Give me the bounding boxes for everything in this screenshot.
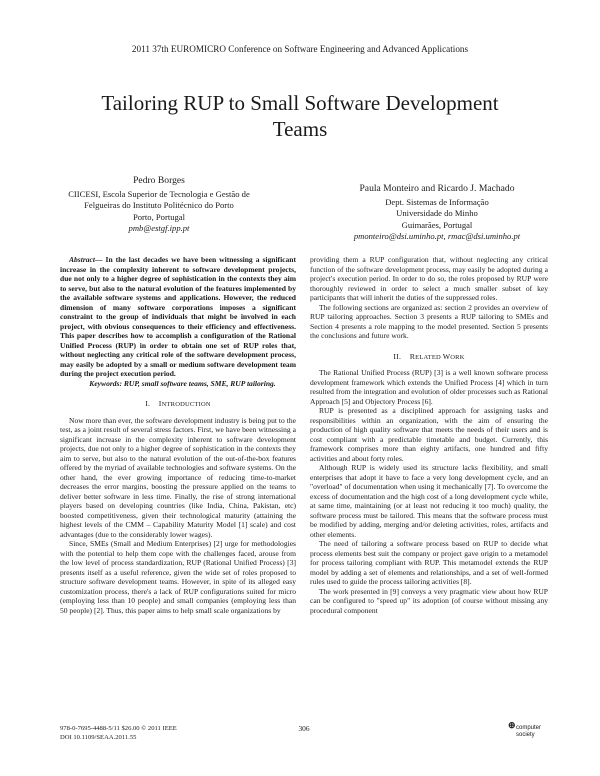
author-1-name: Pedro Borges: [133, 175, 185, 186]
author-block-1: [28, 175, 290, 234]
abstract-lead: Abstract—: [69, 255, 103, 264]
computer-society-logo: [508, 721, 548, 743]
abstract-text: In the last decades we have been witnessing a significant increase in the complexity inherent to software development projects, due not only to a higher degree of sophistication in the contexts they aim to serve, but also to the natural evolution of the features implemented by the available software systems and applications. However, the reduced dimension of many software corporations imposes a significant constraint to the group of individuals that might be involved in each project, with obvious consequences to their efficiency and effectiveness. This paper describes how to accomplish a configuration of the Rational Unified Process (RUP) in order to obtain one set of RUP roles that, without neglecting any critical role of the software development process, may easily be adopted by a small or medium software development team during the project execution period.: [60, 255, 296, 378]
left-column: [60, 255, 296, 615]
conference-header: 2011 37th EUROMICRO Conference on Software Engineering and Advanced Applications: [131, 44, 469, 54]
related-work-paragraph-2: RUP is presented as a disciplined approach for assigning tasks and responsibilities within an organization, with the aim of ensuring the production of high quality software that meets the needs of their users and is cost compliant with a predictable timetable and budget. Currently, this framework comprises more than eighty artifacts, one hundred and fifty activities and about forty roles.: [310, 406, 548, 463]
related-work-paragraph-1: The Rational Unified Process (RUP) [3] is a well known software process development framework which extends the Unified Process [4] which in turn resulted from the integration and evolution of older processes such as Rational Approach [5] and Objectory Process [6].: [310, 368, 548, 406]
footer-isbn: 978-0-7695-4488-5/11 $26.00 © 2011 IEEE: [60, 725, 177, 732]
author-2-name: Paula Monteiro and Ricardo J. Machado: [359, 183, 515, 194]
author-1-affiliation-3: Porto, Portugal: [132, 211, 186, 222]
abstract: [60, 255, 296, 379]
title-line-1: Tailoring RUP to Small Software Development: [101, 91, 499, 115]
paper-title: [40, 90, 560, 142]
author-2-affiliation-2: Universidade do Minho: [396, 208, 478, 219]
author-2-email: pmonteiro@dsi.uminho.pt, rmac@dsi.uminho.pt: [353, 230, 521, 241]
author-block-2: [306, 183, 568, 242]
page-number: 306: [298, 724, 310, 733]
author-1-affiliation-1: CIICESI, Escola Superior de Tecnologia e Gestão de: [68, 189, 250, 200]
author-2-affiliation-1: Dept. Sistemas de Informação: [385, 197, 489, 208]
section-heading-introduction: I. INTRODUCTION: [145, 399, 211, 408]
section-heading-related-work: II. RELATED WORK: [393, 351, 465, 361]
right-column: [310, 255, 548, 615]
related-work-paragraph-4: The need of tailoring a software process based on RUP to decide what process elements best suit the company or project gave origin to a metamodel for process tailoring compliant with RUP. This metamodel extends the RUP model by adding a set of elements and relationships, and a set of well-formed rules used to guide the process tailoring activities [8].: [310, 539, 548, 586]
related-work-paragraph-5: The work presented in [9] conveys a very pragmatic view about how RUP can be configured to "speed up" its adoption (of course without missing any procedural component: [310, 586, 548, 615]
intro-paragraph-4: The following sections are organized as: section 2 provides an overview of RUP tailoring approaches. Section 3 presents a RUP tailoring to SMEs and Section 4 presents a role mapping to the model presented. Section 5 presents the conclusions and future work.: [310, 302, 548, 340]
author-1-email: pmb@estgf.ipp.pt: [128, 222, 190, 233]
keywords: Keywords: RUP, small software teams, SME, RUP tailoring.: [89, 378, 276, 388]
computer-society-icon: ⊕: [508, 720, 516, 730]
publisher-text: computer society: [516, 725, 542, 738]
intro-paragraph-3: providing them a RUP configuration that, without neglecting any critical function of the software development process, may easily be adopted during a project's execution period. In order to do so, the roles proposed by RUP were thoroughly reviewed in order to select a much smaller subset of key participants that will inherit the duties of the suppressed roles.: [310, 255, 548, 302]
author-1-affiliation-2: Felgueiras do Instituto Politécnico do Porto: [84, 200, 234, 211]
footer-doi: DOI 10.1109/SEAA.2011.55: [60, 733, 137, 741]
related-work-paragraph-3: Although RUP is widely used its structure lacks flexibility, and small enterprises that adopt it have to face a very long development cycle, and an "overload" of documentation when using it mechanically [7]. To overcome the excess of documentation and the high cost of a long development cycle while, at same time, maintaining (or at least not reducing it too much) quality, the software process must be tailored. This means that the software process must be modified by adding, merging and/or deleting activities, roles, artifacts and other elements.: [310, 463, 548, 539]
intro-paragraph-2: Since, SMEs (Small and Medium Enterprises) [2] urge for methodologies with the potential to help them cope with the challenges faced, arouse from the low level of process standardization, RUP (Rational Unified Process) [3] presents itself as a useful reference, given the wide set of roles proposed to structure software development teams. However, in spite of its alleged easy customization process, there's a lack of RUP configurations suited for micro (employing less than 10 people) and small companies (employing less than 50 people) [2]. Thus, this paper aims to help small scale organizations by: [60, 539, 296, 615]
author-2-affiliation-3: Guimarães, Portugal: [401, 219, 473, 230]
intro-paragraph-1: Now more than ever, the software development industry is being put to the test, as a joint result of several stress factors. First, we have been witnessing a significant increase in the complexity inherent to software development projects, due not only to a higher degree of sophistication in the contexts they aim to serve, but also to the natural evolution of the out-of-the-box features offered by the myriad of available technologies and software systems. On the other hand, the ever growing importance of reducing time-to-market decreases the error margins, boosting the pressure applied on the teams to deliver better software in less time. Finally, the rise of strong international players based on developing countries (like India, China, Pakistan, etc) boosted competitiveness, given their technological maturity (attaining the highest levels of the CMM – Capability Maturity Model [1] scale) and cost advantages (due to the considerably lower wages).: [60, 415, 296, 539]
title-line-2: Teams: [272, 117, 328, 141]
